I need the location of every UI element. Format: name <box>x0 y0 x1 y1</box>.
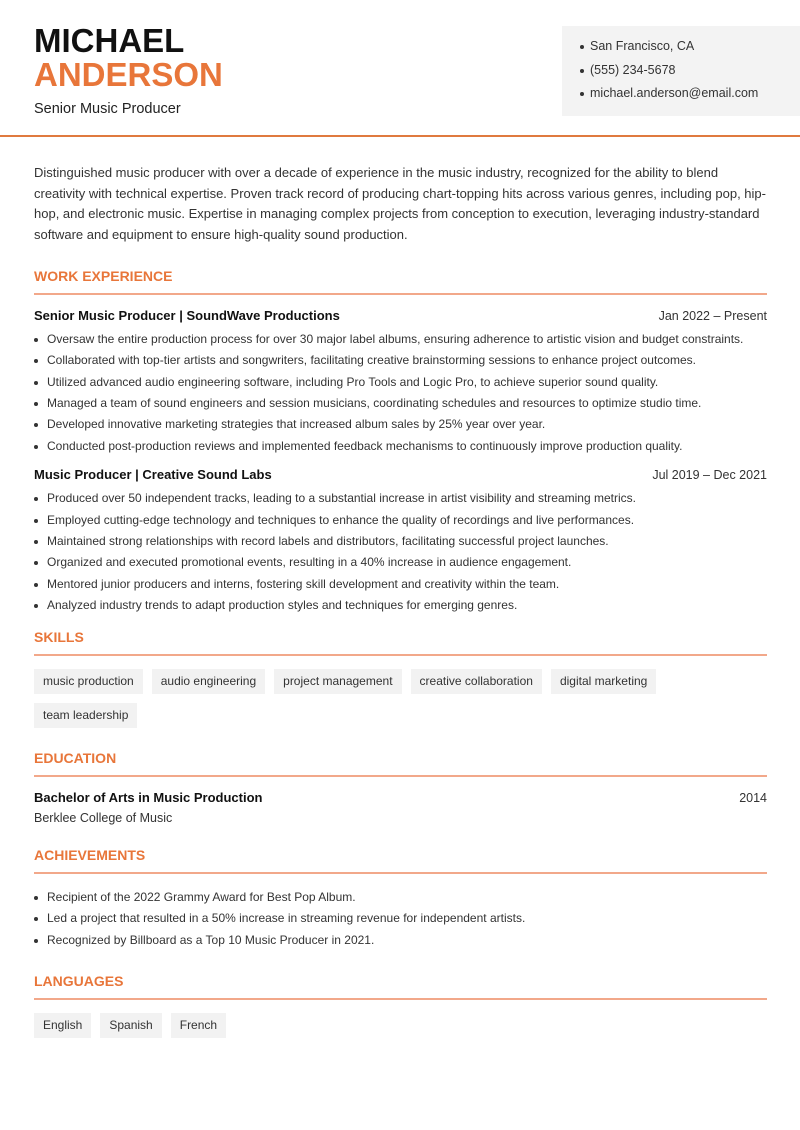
bullet-text: Recipient of the 2022 Grammy Award for Best Pop Album. <box>47 889 356 904</box>
bullet-text: Led a project that resulted in a 50% increase in streaming revenue for independent artists. <box>47 911 526 926</box>
section-title: ACHIEVEMENTS <box>34 847 767 874</box>
job-title: Senior Music Producer <box>34 101 181 117</box>
skill-tag: music production <box>34 669 143 694</box>
achievements-section <box>34 847 767 951</box>
job-header <box>34 467 767 482</box>
list-item <box>34 329 767 350</box>
list-item <box>34 414 767 435</box>
bullet-text: Conducted post-production reviews and implemented feedback mechanisms to continuously improve production quality. <box>47 438 683 453</box>
list-item <box>34 887 767 908</box>
bullet-icon <box>34 604 38 608</box>
skill-tag: digital marketing <box>551 669 656 694</box>
job-role: Music Producer | Creative Sound Labs <box>34 467 272 483</box>
list-item <box>34 531 767 552</box>
bullet-text: Employed cutting-edge technology and techniques to enhance the quality of recordings and live performances. <box>47 512 635 527</box>
bullet-text: Managed a team of sound engineers and session musicians, coordinating schedules and resources to optimize studio time. <box>47 396 702 411</box>
language-tags <box>34 1013 767 1038</box>
job-role: Senior Music Producer | SoundWave Productions <box>34 307 340 323</box>
bullet-icon <box>34 359 38 363</box>
education-header <box>34 790 767 805</box>
skills-section <box>34 629 767 728</box>
education-section <box>34 750 767 825</box>
bullet-text: Maintained strong relationships with record labels and distributors, facilitating successful project launches. <box>47 534 609 549</box>
language-tag: French <box>171 1013 226 1038</box>
job-dates: Jan 2022 – Present <box>658 308 767 323</box>
job-bullets <box>34 488 767 616</box>
job-entry <box>34 467 767 616</box>
bullet-icon <box>34 402 38 406</box>
bullet-icon <box>580 45 584 49</box>
bullet-icon <box>34 338 38 342</box>
job-dates: Jul 2019 – Dec 2021 <box>652 468 767 483</box>
list-item <box>34 510 767 531</box>
skill-tag: audio engineering <box>152 669 265 694</box>
skill-tag: project management <box>274 669 401 694</box>
bullet-text: Produced over 50 independent tracks, leading to a substantial increase in artist visibility and streaming metrics. <box>47 491 636 506</box>
bullet-text: Analyzed industry trends to adapt production styles and techniques for emerging genres. <box>47 598 518 613</box>
contact-box <box>562 26 800 116</box>
job-header <box>34 308 767 323</box>
school: Berklee College of Music <box>34 810 173 825</box>
bullet-icon <box>34 896 38 900</box>
work-experience-section <box>34 268 767 617</box>
location-text: San Francisco, CA <box>590 39 695 53</box>
bullet-icon <box>34 939 38 943</box>
section-title: LANGUAGES <box>34 973 767 1000</box>
language-tag: Spanish <box>100 1013 161 1038</box>
name-block <box>34 24 223 117</box>
bullet-text: Utilized advanced audio engineering software, including Pro Tools and Logic Pro, to achieve superior sound quality. <box>47 374 659 389</box>
bullet-icon <box>34 381 38 385</box>
language-tag: English <box>34 1013 91 1038</box>
bullet-text: Oversaw the entire production process for over 30 major label albums, ensuring adherence to artistic vision and budget constraints. <box>47 331 744 346</box>
skill-tags <box>34 669 767 728</box>
bullet-text: Developed innovative marketing strategies that increased album sales by 25% year over year. <box>47 417 546 432</box>
resume-body <box>34 163 767 1038</box>
list-item <box>34 595 767 616</box>
list-item <box>34 350 767 371</box>
section-title: EDUCATION <box>34 750 767 777</box>
section-title: SKILLS <box>34 629 767 656</box>
list-item <box>34 908 767 929</box>
graduation-year: 2014 <box>739 790 767 805</box>
list-item <box>34 436 767 457</box>
contact-email <box>580 86 800 110</box>
degree: Bachelor of Arts in Music Production <box>34 789 263 805</box>
section-title: WORK EXPERIENCE <box>34 268 767 295</box>
bullet-text: Organized and executed promotional events, resulting in a 40% increase in audience engagement. <box>47 555 572 570</box>
summary: Distinguished music producer with over a decade of experience in the music industry, recognized for the ability to blend creativity with technical expertise. Proven track record of producing chart-topping hits across various genres, including pop, hip-hop, and electronic music. Expertise in managing complex projects from conception to execution, leveraging industry-standard software and equipment to ensure high-quality sound production. <box>34 165 766 243</box>
bullet-icon <box>34 519 38 523</box>
list-item <box>34 393 767 414</box>
job-entry <box>34 308 767 457</box>
skill-tag: creative collaboration <box>411 669 542 694</box>
skill-tag: team leadership <box>34 703 137 728</box>
job-bullets <box>34 329 767 457</box>
first-name: MICHAEL <box>34 22 185 59</box>
bullet-icon <box>34 917 38 921</box>
resume-header <box>0 0 800 137</box>
bullet-icon <box>34 423 38 427</box>
bullet-icon <box>580 92 584 96</box>
phone-text: (555) 234-5678 <box>590 62 676 77</box>
email-text: michael.anderson@email.com <box>590 86 759 100</box>
bullet-text: Collaborated with top-tier artists and songwriters, facilitating creative brainstorming sessions to enhance project outcomes. <box>47 353 696 368</box>
list-item <box>34 372 767 393</box>
bullet-icon <box>34 497 38 501</box>
list-item <box>34 930 767 951</box>
bullet-icon <box>34 583 38 587</box>
bullet-icon <box>580 69 584 73</box>
bullet-text: Recognized by Billboard as a Top 10 Music Producer in 2021. <box>47 932 375 947</box>
list-item <box>34 574 767 595</box>
bullet-icon <box>34 445 38 449</box>
achievement-list <box>34 887 767 951</box>
bullet-text: Mentored junior producers and interns, fostering skill development and creativity within the team. <box>47 576 560 591</box>
contact-location <box>580 39 800 63</box>
list-item <box>34 488 767 509</box>
bullet-icon <box>34 540 38 544</box>
list-item <box>34 552 767 573</box>
bullet-icon <box>34 561 38 565</box>
last-name: ANDERSON <box>34 56 223 93</box>
languages-section <box>34 973 767 1038</box>
contact-phone <box>580 63 800 87</box>
